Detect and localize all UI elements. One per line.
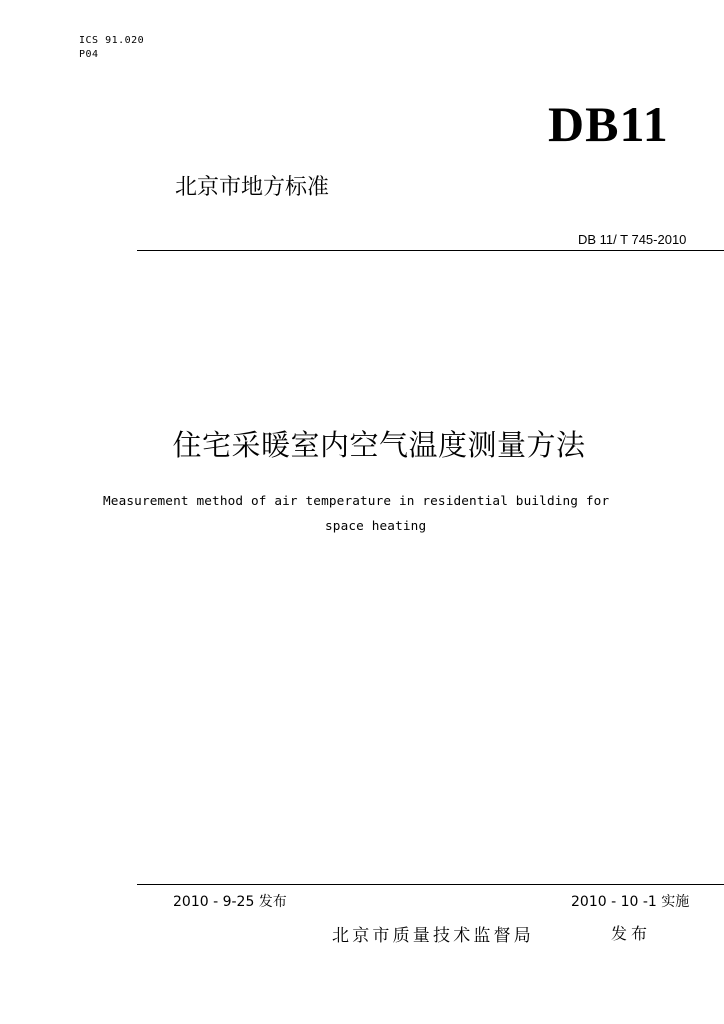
issue-date: 2010 - 9-25 发布 bbox=[173, 894, 287, 910]
document-title-chinese bbox=[0, 426, 724, 464]
header-divider bbox=[137, 250, 724, 251]
standard-type: 北京市地方标准 bbox=[175, 175, 330, 200]
standard-number: DB 11/ T 745-2010 bbox=[578, 232, 687, 247]
document-title-english-line2: space heating bbox=[325, 518, 427, 533]
document-title-english-line1: Measurement method of air temperature in residential building for bbox=[103, 493, 610, 508]
issuing-suffix: 发布 bbox=[611, 924, 652, 943]
issuing-authority: 北京市质量技术监督局 bbox=[332, 926, 534, 946]
implementation-date: 2010 - 10 -1 实施 bbox=[571, 894, 690, 910]
standard-logo: DB11 bbox=[548, 96, 669, 152]
document-title-chinese-text: 住宅采暖室内空气温度测量方法 bbox=[172, 428, 586, 462]
footer-divider bbox=[137, 884, 724, 885]
ccs-code: P04 bbox=[79, 49, 99, 60]
ics-code: ICS 91.020 bbox=[79, 35, 145, 46]
